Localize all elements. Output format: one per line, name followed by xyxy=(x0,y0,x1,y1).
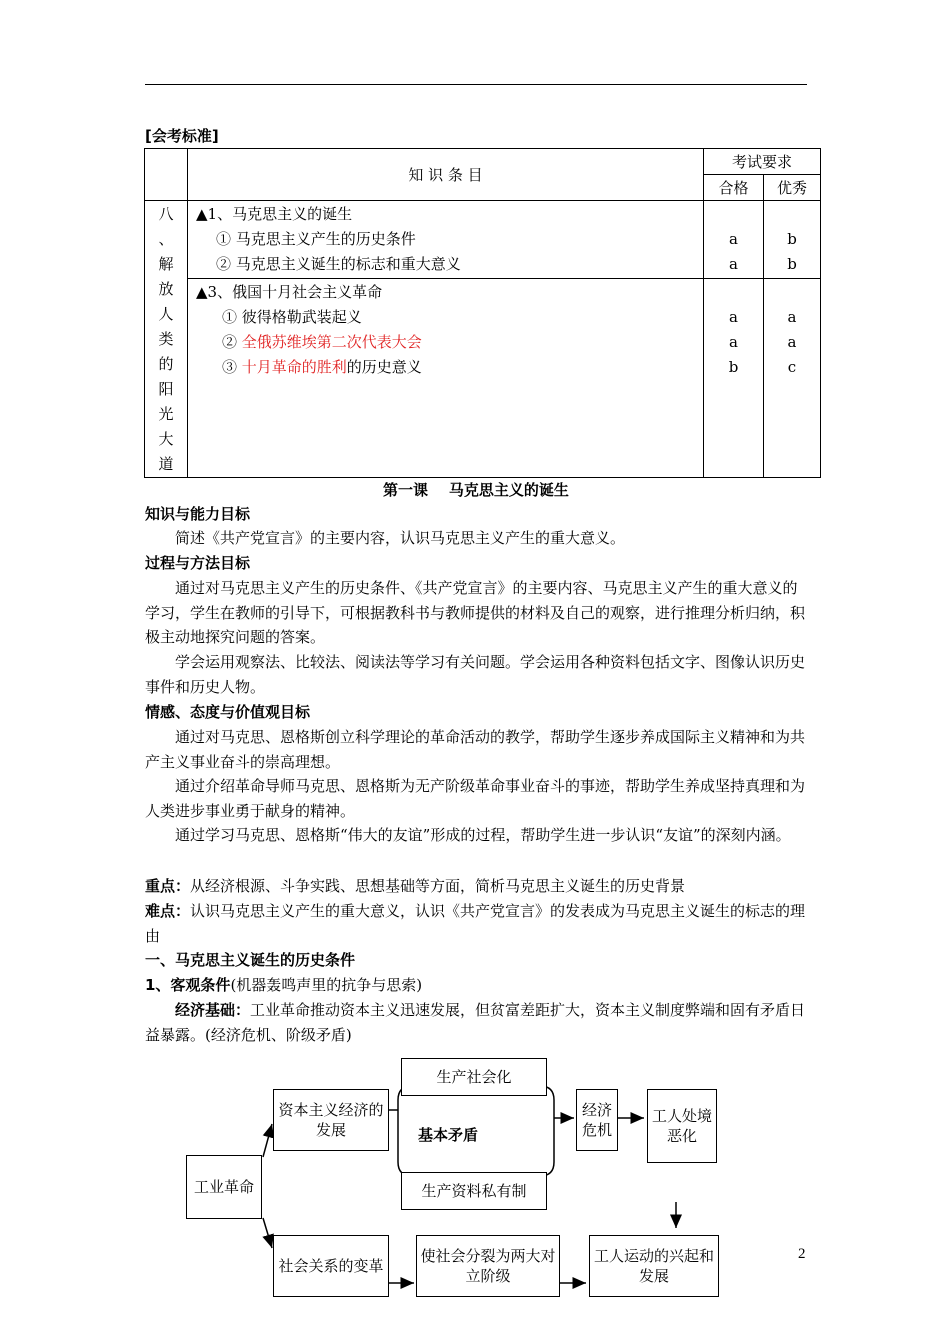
difficult-point: 难点：认识马克思主义产生的重大意义，认识《共产党宣言》的发表成为马克思主义诞生的标志的理由 xyxy=(145,902,806,945)
arrow-to-social xyxy=(263,1218,272,1248)
goal1-heading: 知识与能力目标 xyxy=(145,505,251,523)
row2-item3: ③ 十月革命的胜利的历史意义 xyxy=(222,357,422,376)
sub1-heading: 1、客观条件(机器轰鸣声里的抗争与思索) xyxy=(145,976,423,994)
header-topic: 知 识 条 目 xyxy=(188,149,704,201)
row1-excellent: b b xyxy=(764,201,821,279)
goal3-paragraph-2: 通过介绍革命导师马克思、恩格斯为无产阶级革命事业奋斗的事迹，帮助学生养成坚持真理和为人类进步事业勇于献身的精神。 xyxy=(145,777,806,820)
basic-contradiction-label: 基本矛盾 xyxy=(418,1126,479,1144)
row1-title: ▲1、马克思主义的诞生 xyxy=(196,205,353,223)
goal2-heading: 过程与方法目标 xyxy=(145,554,251,572)
box-class-split: 使社会分裂为两大对立阶级 xyxy=(416,1235,560,1297)
econ-paragraph: 经济基础：工业革命推动资本主义迅速发展，但贫富差距扩大，资本主义制度弊端和固有矛盾日益暴露。(经济危机、阶级矛盾) xyxy=(145,1001,806,1044)
arrow-to-capitalist xyxy=(263,1124,272,1157)
unit-title: 八 、 解 放 人 类 的 阳 光 大 道 xyxy=(145,201,188,478)
header-requirement: 考试要求 xyxy=(704,149,821,175)
row1-item2: ② 马克思主义诞生的标志和重大意义 xyxy=(216,255,461,273)
box-economic-crisis: 经济危机 xyxy=(576,1089,618,1151)
box-social-change: 社会关系的变革 xyxy=(273,1235,389,1297)
row2-item1: ① 彼得格勒武装起义 xyxy=(222,307,362,326)
box-private-ownership: 生产资料私有制 xyxy=(401,1172,547,1210)
row2-excellent: a a c xyxy=(764,278,821,477)
goal3-paragraph-1: 通过对马克思、恩格斯创立科学理论的革命活动的教学，帮助学生逐步养成国际主义精神和为共产主义事业奋斗的崇高理想。 xyxy=(145,728,806,771)
goal2-paragraph-1: 通过对马克思主义产生的历史条件、《共产党宣言》的主要内容、马克思主义产生的重大意义的学习，学生在教师的引导下，可根据教科书与教师提供的材料及自己的观察，进行推理分析归纳，积极主动地探究问题的答案。 xyxy=(145,579,806,646)
page-number: 2 xyxy=(798,1246,806,1262)
standard-label: [会考标准] xyxy=(145,127,219,145)
box-labor-movement: 工人运动的兴起和发展 xyxy=(589,1235,719,1297)
goal3-heading: 情感、态度与价值观目标 xyxy=(145,703,311,721)
row1-item1: ① 马克思主义产生的历史条件 xyxy=(216,230,416,248)
header-pass: 合格 xyxy=(704,175,764,201)
goal1-text: 简述《共产党宣言》的主要内容，认识马克思主义产生的重大意义。 xyxy=(175,529,626,547)
right-brace xyxy=(540,1086,554,1176)
box-socialization: 生产社会化 xyxy=(401,1058,547,1096)
section1-heading: 一、马克思主义诞生的历史条件 xyxy=(145,951,356,969)
box-industrial-revolution: 工业革命 xyxy=(186,1155,262,1219)
left-brace xyxy=(398,1086,412,1176)
box-worker-plight: 工人处境恶化 xyxy=(647,1089,717,1163)
row1-pass: a a xyxy=(704,201,764,279)
row2-title: ▲3、俄国十月社会主义革命 xyxy=(196,282,383,301)
row2-pass: a a b xyxy=(704,278,764,477)
lesson-title: 第一课 马克思主义的诞生 xyxy=(383,481,569,499)
goal2-paragraph-2: 学会运用观察法、比较法、阅读法等学习有关问题。学会运用各种资料包括文字、图像认识历史事件和历史人物。 xyxy=(145,653,806,696)
key-point: 重点：从经济根源、斗争实践、思想基础等方面，简析马克思主义诞生的历史背景 xyxy=(145,877,686,895)
row2-item2: ② 全俄苏维埃第二次代表大会 xyxy=(222,332,422,351)
box-capitalist-development: 资本主义经济的发展 xyxy=(273,1089,389,1151)
goal3-paragraph-3: 通过学习马克思、恩格斯“伟大的友谊”形成的过程，帮助学生进一步认识“友谊”的深刻内涵。 xyxy=(175,826,791,844)
header-excellent: 优秀 xyxy=(764,175,821,201)
